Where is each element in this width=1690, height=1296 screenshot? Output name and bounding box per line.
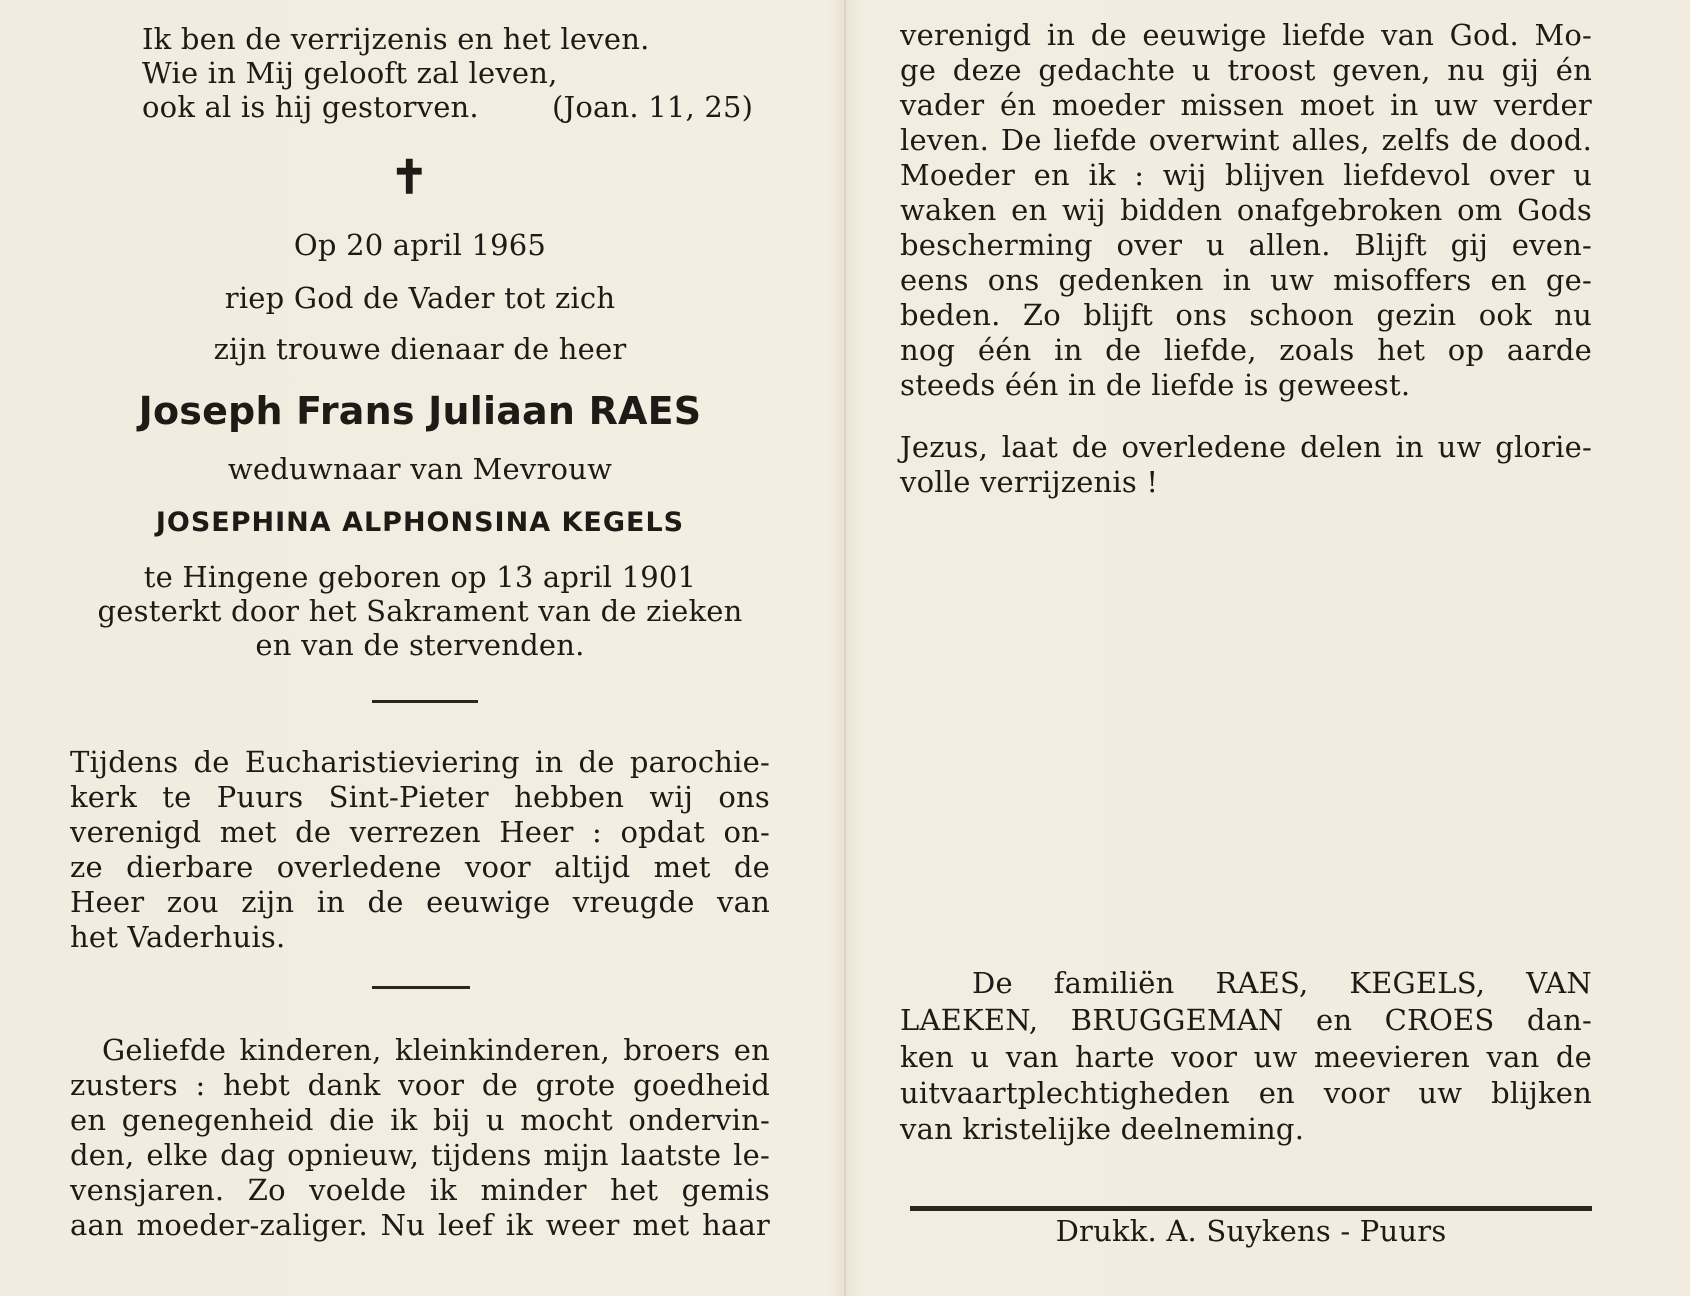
divider-1: [372, 700, 478, 703]
verse-line-2: Wie in Mij gelooft zal leven,: [142, 56, 558, 90]
verse-line-1: Ik ben de verrijzenis en het leven.: [142, 22, 650, 56]
message-cont-line-10: nog één in de liefde, zoals het op aarde: [900, 333, 1592, 367]
intro-line-3: zijn trouwe dienaar de heer: [213, 332, 627, 366]
message-line-6: aan moeder-zaliger. Nu leef ik weer met haar: [70, 1208, 770, 1242]
verse-line-3: ook al is hij gestorven.: [142, 90, 479, 124]
message-cont-line-3: vader én moeder missen moet in uw verder: [900, 88, 1592, 122]
printer-credit: Drukk. A. Suykens - Puurs: [1055, 1214, 1447, 1248]
message-cont-line-2: ge deze gedachte u troost geven, nu gij én: [900, 53, 1592, 87]
thanks-line-5: van kristelijke deelneming.: [900, 1112, 1305, 1146]
message-line-2: zusters : hebt dank voor de grote goedheid: [70, 1068, 770, 1102]
prayer-line-1: Jezus, laat de overledene delen in uw glorie-: [900, 430, 1592, 464]
intro-line-2: riep God de Vader tot zich: [224, 281, 616, 315]
thanks-line-3: ken u van harte voor uw meevieren van de: [900, 1040, 1592, 1074]
thanks-line-2: LAEKEN, BRUGGEMAN en CROES dan-: [900, 1003, 1592, 1037]
message-cont-line-8: eens ons gedenken in uw misoffers en ge-: [900, 263, 1592, 297]
message-cont-line-4: leven. De liefde overwint alles, zelfs de dood.: [900, 123, 1592, 157]
prayer-line-2: volle verrijzenis !: [900, 465, 1159, 499]
message-line-5: vensjaren. Zo voelde ik minder het gemis: [70, 1173, 770, 1207]
verse-reference: (Joan. 11, 25): [552, 90, 754, 124]
card-fold: [844, 0, 846, 1296]
eucharist-line-3: verenigd met de verrezen Heer : opdat on-: [70, 815, 770, 849]
thanks-line-4: uitvaartplechtigheden en voor uw blijken: [900, 1076, 1592, 1110]
message-cont-line-6: waken en wij bidden onafgebroken om Gods: [900, 193, 1592, 227]
divider-2: [372, 986, 470, 989]
eucharist-line-4: ze dierbare overledene voor altijd met de: [70, 850, 770, 884]
birth-line-2: gesterkt door het Sakrament van de zieken: [97, 594, 743, 628]
message-line-3: en genegenheid die ik bij u mocht ondervin-: [70, 1103, 770, 1137]
intro-line-1: Op 20 april 1965: [293, 228, 547, 262]
eucharist-line-2: kerk te Puurs Sint-Pieter hebben wij ons: [70, 780, 770, 814]
thanks-line-1: De familiën RAES, KEGELS, VAN: [972, 966, 1592, 1000]
message-cont-line-7: bescherming over u allen. Blijft gij even-: [900, 228, 1592, 262]
eucharist-line-1: Tijdens de Eucharistieviering in de parochie-: [70, 745, 770, 779]
message-line-1: Geliefde kinderen, kleinkinderen, broers en: [102, 1033, 770, 1067]
eucharist-line-6: het Vaderhuis.: [70, 920, 286, 954]
spouse-name: JOSEPHINA ALPHONSINA KEGELS: [155, 507, 685, 538]
message-cont-line-5: Moeder en ik : wij blijven liefdevol over u: [900, 158, 1592, 192]
printer-rule: [910, 1206, 1592, 1211]
birth-line-3: en van de stervenden.: [255, 628, 585, 662]
message-cont-line-1: verenigd in de eeuwige liefde van God. Mo-: [900, 18, 1592, 52]
deceased-name: Joseph Frans Juliaan RAES: [138, 389, 702, 433]
cross-icon: ✝: [390, 150, 429, 204]
message-line-4: den, elke dag opnieuw, tijdens mijn laatste le-: [70, 1138, 770, 1172]
eucharist-line-5: Heer zou zijn in de eeuwige vreugde van: [70, 885, 770, 919]
message-cont-line-11: steeds één in de liefde is geweest.: [900, 368, 1411, 402]
message-cont-line-9: beden. Zo blijft ons schoon gezin ook nu: [900, 298, 1592, 332]
birth-line-1: te Hingene geboren op 13 april 1901: [143, 560, 697, 594]
widower-line: weduwnaar van Mevrouw: [227, 452, 613, 486]
